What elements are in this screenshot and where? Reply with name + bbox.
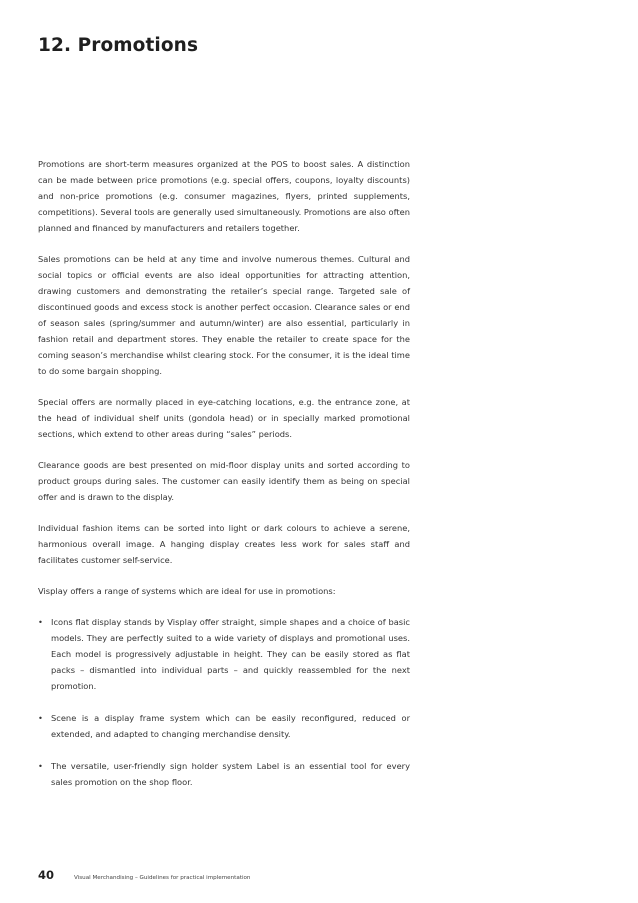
paragraph-visplay-systems: Visplay offers a range of systems which are ideal for use in promotions: <box>38 586 336 596</box>
list-item <box>38 614 410 694</box>
page-number: 40 <box>38 868 55 882</box>
bullet-text-icons: Icons flat display stands by Visplay offer straight, simple shapes and a choice of basic models. They are perfectly suited to a wide variety of displays and promotional uses. Each model is progressively adjustable in height. They can be easily stored as flat packs – dismantled into individual parts – and quickly reassembled for the next promotion. <box>51 617 410 691</box>
running-title: Visual Merchandising – Guidelines for practical implementation <box>74 875 251 881</box>
paragraph-clearance-goods: Clearance goods are best presented on mid-floor display units and sorted according to product groups during sales. The customer can easily identify them as being on special offer and is drawn to the display. <box>38 460 410 502</box>
list-item <box>38 758 410 790</box>
paragraph-sales-promotions: Sales promotions can be held at any time and involve numerous themes. Cultural and social topics or official events are also ideal opportunities for attracting attention, drawing customers and demonstrating the retailer’s special range. Targeted sale of discontinued goods and excess stock is another perfect occasion. Clearance sales or end of season sales (spring/summer and autumn/winter) are also essential, particularly in fashion retail and department stores. They enable the retailer to create space for the coming season’s merchandise whilst clearing stock. For the consumer, it is the ideal time to do some bargain shopping. <box>38 254 410 376</box>
body-text <box>38 156 410 806</box>
paragraph-special-offers: Special offers are normally placed in eye-catching locations, e.g. the entrance zone, at the head of individual shelf units (gondola head) or in specially marked promotional sections, which extend to other areas during “sales” periods. <box>38 397 410 439</box>
bullet-icon: • <box>38 713 43 723</box>
page-footer <box>38 868 250 882</box>
page-title: 12. Promotions <box>38 35 199 56</box>
bullet-text-scene: Scene is a display frame system which can be easily reconfigured, reduced or extended, and adapted to changing merchandise density. <box>51 713 410 739</box>
bullet-list <box>38 614 410 790</box>
list-item <box>38 710 410 742</box>
paragraph-fashion-items: Individual fashion items can be sorted into light or dark colours to achieve a serene, harmonious overall image. A hanging display creates less work for sales staff and facilitates customer self-service. <box>38 523 410 565</box>
bullet-icon: • <box>38 617 43 627</box>
paragraph-intro: Promotions are short-term measures organized at the POS to boost sales. A distinction can be made between price promotions (e.g. special offers, coupons, loyalty discounts) and non-price promotions (e.g. consumer magazines, flyers, printed supplements, competitions). Several tools are generally used simultaneously. Promotions are also often planned and financed by manufacturers and retailers together. <box>38 159 410 233</box>
bullet-icon: • <box>38 761 43 771</box>
bullet-text-label: The versatile, user-friendly sign holder system Label is an essential tool for every sales promotion on the shop floor. <box>51 761 410 787</box>
